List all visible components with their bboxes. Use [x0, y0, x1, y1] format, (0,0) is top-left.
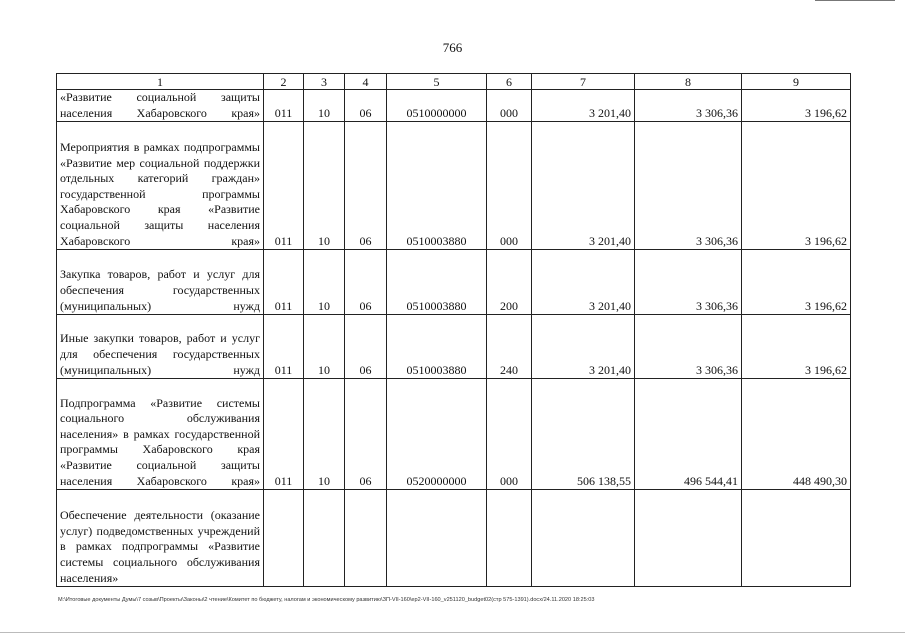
table-row	[57, 90, 851, 122]
cell-col4: 06	[345, 122, 387, 250]
table-row	[57, 490, 851, 587]
header-cell: 6	[487, 74, 532, 90]
table-row	[57, 250, 851, 315]
cell-col9: 3 196,62	[742, 90, 851, 122]
header-cell: 1	[57, 74, 264, 90]
cell-col3	[304, 490, 345, 587]
header-cell: 8	[635, 74, 742, 90]
header-cell: 5	[387, 74, 487, 90]
row-description: Мероприятия в рамках подпрограммы «Развитие мер социальной поддержки отдельных категорий граждан» государственной программы Хабаровского края «Развитие социальной защиты населения Хабаровского края»	[57, 122, 264, 250]
cell-col9: 448 490,30	[742, 379, 851, 490]
cell-col2: 011	[264, 315, 304, 379]
row-description: Иные закупки товаров, работ и услуг для обеспечения государственных (муниципальных) нужд	[57, 315, 264, 379]
cell-col5: 0510003880	[387, 250, 487, 315]
bottom-rule	[0, 632, 905, 633]
budget-table	[56, 73, 851, 587]
cell-col5	[387, 490, 487, 587]
page-number: 766	[442, 40, 463, 55]
cell-col6: 000	[487, 90, 532, 122]
cell-col4: 06	[345, 315, 387, 379]
cell-col6: 240	[487, 315, 532, 379]
header-cell: 3	[304, 74, 345, 90]
cell-col4: 06	[345, 90, 387, 122]
cell-col6: 200	[487, 250, 532, 315]
cell-col9: 3 196,62	[742, 122, 851, 250]
table-row	[57, 122, 851, 250]
table-row	[57, 379, 851, 490]
header-cell: 4	[345, 74, 387, 90]
cell-col7: 3 201,40	[532, 250, 635, 315]
cell-col8: 496 544,41	[635, 379, 742, 490]
cell-col5: 0510003880	[387, 122, 487, 250]
cell-col2: 011	[264, 122, 304, 250]
cell-col3: 10	[304, 250, 345, 315]
header-cell: 7	[532, 74, 635, 90]
cell-col6	[487, 490, 532, 587]
cell-col2: 011	[264, 250, 304, 315]
cell-col8: 3 306,36	[635, 122, 742, 250]
cell-col5: 0520000000	[387, 379, 487, 490]
cell-col4	[345, 490, 387, 587]
header-cell: 2	[264, 74, 304, 90]
cell-col2: 011	[264, 90, 304, 122]
cell-col7	[532, 490, 635, 587]
cell-col6: 000	[487, 122, 532, 250]
cell-col4: 06	[345, 250, 387, 315]
file-path-footer: M:\Итоговые документы Думы\7 созыв\Проекты\Законы\2 чтение\Комитет по бюджету, налогам и экономическому развитию\ЗП-VII-160\ep2-VII-160_v251120_budget02(стр 575-1391).docx/24.11.2020 18:25:03	[58, 597, 595, 603]
cell-col7: 3 201,40	[532, 122, 635, 250]
cell-col8: 3 306,36	[635, 250, 742, 315]
cell-col5: 0510000000	[387, 90, 487, 122]
cell-col8	[635, 490, 742, 587]
cell-col9	[742, 490, 851, 587]
cell-col3: 10	[304, 379, 345, 490]
cell-col3: 10	[304, 315, 345, 379]
cell-col9: 3 196,62	[742, 250, 851, 315]
cell-col6: 000	[487, 379, 532, 490]
table-row	[57, 315, 851, 379]
row-description: Подпрограмма «Развитие системы социального обслуживания населения» в рамках государственной программы Хабаровского края «Развитие социальной защиты населения Хабаровского края»	[57, 379, 264, 490]
cell-col7: 506 138,55	[532, 379, 635, 490]
cell-col7: 3 201,40	[532, 315, 635, 379]
cell-col9: 3 196,62	[742, 315, 851, 379]
cell-col5: 0510003880	[387, 315, 487, 379]
cell-col7: 3 201,40	[532, 90, 635, 122]
cell-col3: 10	[304, 122, 345, 250]
cell-col3: 10	[304, 90, 345, 122]
top-rule	[815, 0, 895, 1]
cell-col2: 011	[264, 379, 304, 490]
cell-col2	[264, 490, 304, 587]
row-description: Обеспечение деятельности (оказание услуг) подведомственных учреждений в рамках подпрограммы «Развитие системы социального обслуживания населения»	[57, 490, 264, 587]
header-row	[57, 74, 851, 90]
row-description: Закупка товаров, работ и услуг для обеспечения государственных (муниципальных) нужд	[57, 250, 264, 315]
row-description: «Развитие социальной защиты населения Хабаровского края»	[57, 90, 264, 122]
cell-col8: 3 306,36	[635, 90, 742, 122]
cell-col8: 3 306,36	[635, 315, 742, 379]
header-cell: 9	[742, 74, 851, 90]
cell-col4: 06	[345, 379, 387, 490]
